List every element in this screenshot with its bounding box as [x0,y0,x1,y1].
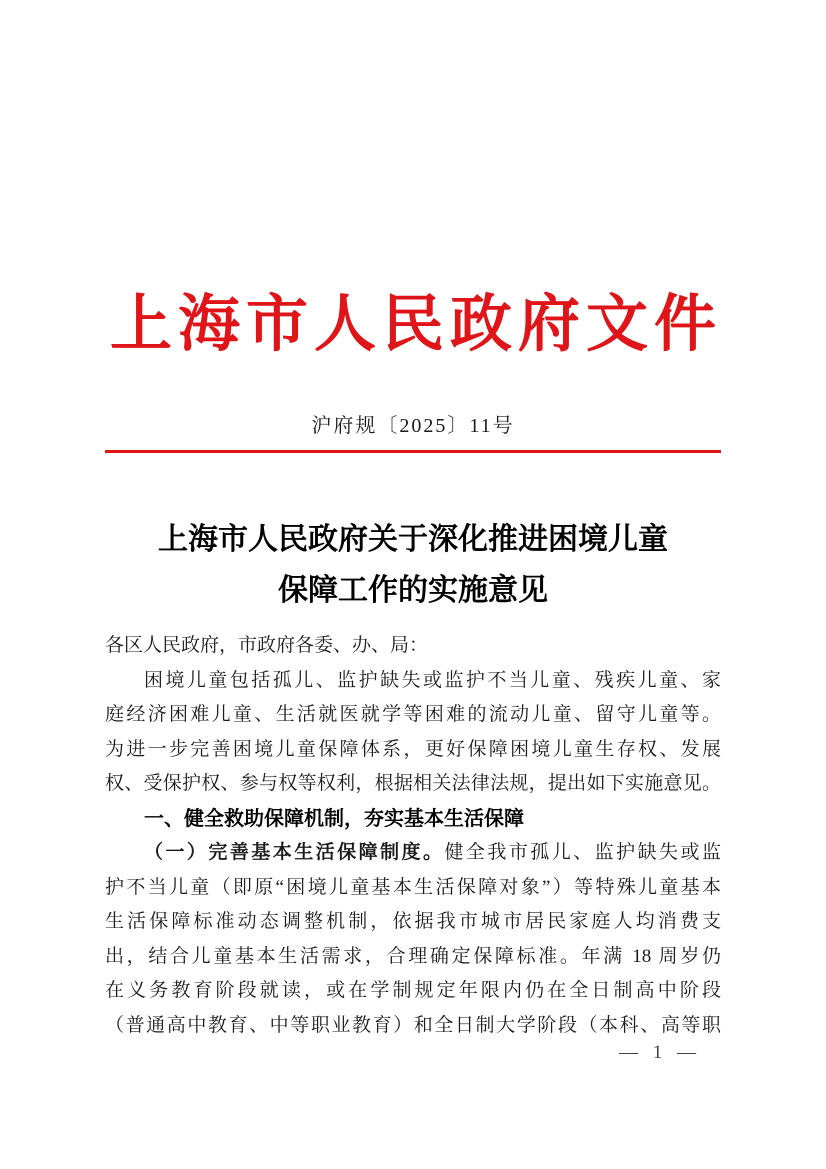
para1-line-3: 为进一步完善困境儿童保障体系，更好保障困境儿童生存权、发展 [105,738,721,760]
para2-line-1-rest: 健全我市孤儿、监护缺失或监 [444,842,721,863]
document-title-line-1: 上海市人民政府关于深化推进困境儿童 [158,523,668,556]
para2-line-3: 生活保障标准动态调整机制，依据我市城市居民家庭人均消费支 [105,911,721,932]
document-body [105,629,721,1043]
section-1-heading: 一、健全救助保障机制，夯实基本生活保障 [144,807,524,830]
para2-line-6: （普通高中教育、中等职业教育）和全日制大学阶段（本科、高等职 [105,1014,721,1036]
red-divider-rule [105,450,721,453]
salutation: 各区人民政府，市政府各委、办、局： [105,635,429,656]
para2-lead: （一）完善基本生活保障制度。 [144,842,445,863]
document-title-line-2: 保障工作的实施意见 [278,574,548,607]
para1-line-2: 庭经济困难儿童、生活就医就学等困难的流动儿童、留守儿童等。 [105,704,721,725]
document-title [0,514,826,616]
para2-line-1 [105,836,721,871]
para2-line-5: 在义务教育阶段就读，或在学制规定年限内仍在全日制高中阶段 [105,980,721,1001]
page-number: — 1 — [619,1042,701,1063]
para2-line-4: 出，结合儿童基本生活需求，合理确定保障标准。年满 18 周岁仍 [105,945,721,967]
para1-line-4: 权、受保护权、参与权等权利，根据相关法律法规，提出如下实施意见。 [105,773,721,794]
para2-line-2: 护不当儿童（即原“困境儿童基本生活保障对象”）等特殊儿童基本 [105,876,721,898]
para1-line-1: 困境儿童包括孤儿、监护缺失或监护不当儿童、残疾儿童、家 [144,669,721,691]
doc-number: 沪府规〔2025〕11号 [311,415,515,437]
letterhead-title: 上海市人民政府文件 [109,291,722,359]
